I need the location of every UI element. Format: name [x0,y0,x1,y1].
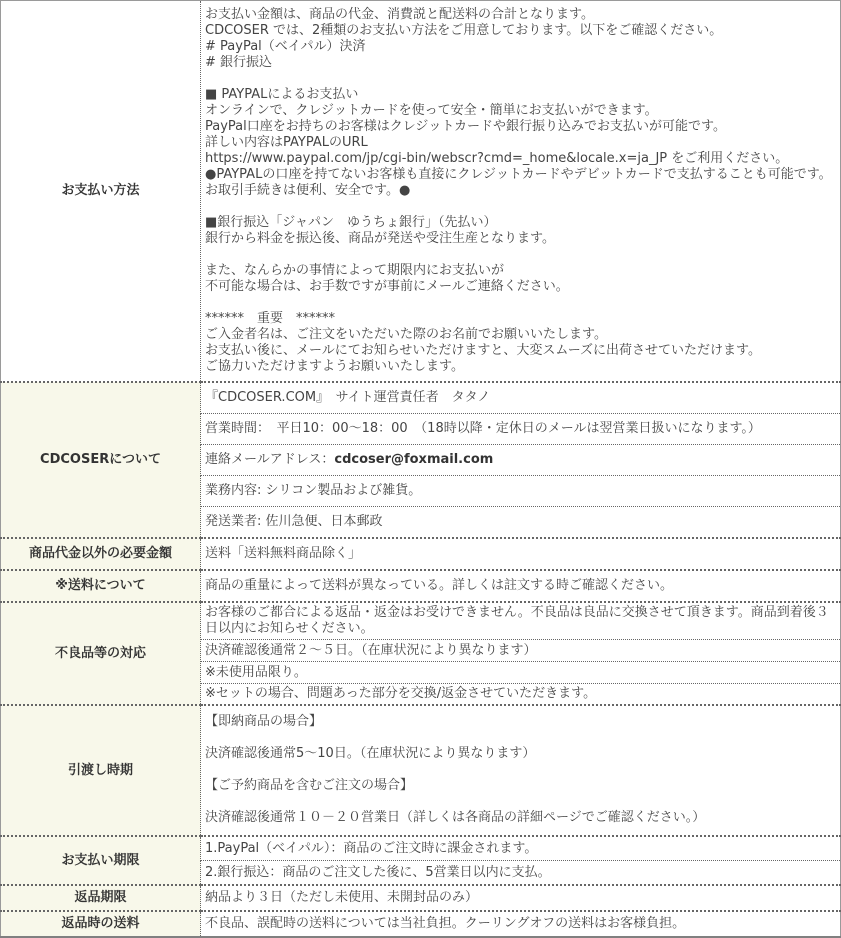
text-line: オンラインで、クレジットカードを使って安全・簡単にお支払いができます。 [205,103,658,118]
return-shipping-cell: 不良品、誤配時の送料については当社負担。クーリングオフの送料はお客様負担。 [201,911,841,937]
return-deadline-cell: 納品より３日（ただし未使用、未開封品のみ） [201,885,841,911]
row-header-return-deadline: 返品期限 [1,885,201,911]
text-line [205,295,836,311]
text-line: 決済確認後通常１０－２０営業日（詳しくは各商品の詳細ページでご確認ください。） [205,810,706,825]
text-line: また、なんらかの事情によって期限内にお支払いが [205,263,505,278]
important-notice-marker: ****** 重要 ****** [205,311,336,326]
defective-set-cell: ※セットの場合、問題あった部分を交換/返金させていただきます。 [201,684,841,706]
text-line: お支払い後に、メールにてお知らせいただけますと、大変スムーズに出荷させていただけます。 [205,343,762,358]
text-line [205,247,836,263]
paypal-url-text: https://www.paypal.com/jp/cgi-bin/webscr?cmd=_home&locale.x=ja_JP をご利用ください。 [205,151,789,166]
text-line: CDCOSER では、2種類のお支払い方法をご用意しております。以下をご確認ください。 [205,23,723,38]
contact-email-label: 連絡メールアドレス： [205,452,335,467]
text-line: 【ご予約商品を含むご注文の場合】 [205,778,414,793]
contact-email-address: cdcoser@foxmail.com [334,452,494,467]
row-header-return-shipping: 返品時の送料 [1,911,201,937]
defective-processing-cell: 決済確認後通常２～５日。（在庫状況により異なります） [201,640,841,662]
text-line: PayPal口座をお持ちのお客様はクレジットカードや銀行振り込みでお支払いが可能です。 [205,119,726,134]
row-header-defective-items: 不良品等の対応 [1,602,201,705]
extra-fees-cell: 送料「送料無料商品除く」 [201,538,841,570]
text-line: お取引手続きは便利、安全です。● [205,183,411,198]
text-line [205,71,836,87]
row-header-delivery-time: 引渡し時期 [1,705,201,836]
row-header-shipping-note: ※送料について [1,570,201,602]
defective-unused-cell: ※未使用品限り。 [201,662,841,684]
defective-policy-cell: お客様のご都合による返品・返金はお受けできません。不良品は良品に交換させて頂きます。商品到着後３日以内にお知らせください。 [201,602,841,640]
text-line [205,762,836,778]
text-line: ●PAYPALの口座を持てないお客様も直接にクレジットカードやデビットカードで支払することも可能です。 [205,167,832,182]
row-header-payment-method: お支払い方法 [1,1,201,383]
text-line: 銀行から料金を振込後、商品が発送や受注生産となります。 [205,231,555,246]
text-line: ご入金者名は、ご注文をいただいた際のお名前でお願いいたします。 [205,327,607,342]
payment-method-cell [201,1,841,383]
text-line: 決済確認後通常5～10日。（在庫状況により異なります） [205,746,536,761]
row-header-payment-deadline: お支払い期限 [1,836,201,885]
text-line: ■銀行振込「ジャパン ゆうちょ銀行」（先払い） [205,215,497,230]
row-header-extra-fees: 商品代金以外の必要金額 [1,538,201,570]
text-line: # PayPal（ベイパル）決済 [205,39,366,54]
shipping-note-cell: 商品の重量によって送料が異なっている。詳しくは註文する時ご確認ください。 [201,570,841,602]
about-site-owner-cell: 『CDCOSER.COM』 サイト運営責任者 タタノ [201,382,841,414]
about-hours-cell: 営業時間： 平日10：00～18：00 （18時以降・定休日のメールは翌営業日扱いになります。） [201,414,841,445]
text-line: 不可能な場合は、お手数ですが事前にメールご連絡ください。 [205,279,569,294]
text-line [205,794,836,810]
text-line [205,730,836,746]
text-line: 【即納商品の場合】 [205,714,323,729]
delivery-time-cell [201,705,841,836]
about-shipper-cell: 発送業者: 佐川急便、日本郵政 [201,507,841,539]
text-line [205,199,836,215]
text-line: ■ PAYPALによるお支払い [205,87,359,102]
about-contact-cell [201,445,841,476]
text-line: 詳しい内容はPAYPALのURL [205,135,368,150]
text-line: # 銀行振込 [205,55,273,70]
text-line: ご協力いただけますようお願いいたします。 [205,359,464,374]
payment-deadline-bank-cell: 2.銀行振込：商品のご注文した後に、5営業日以内に支払。 [201,861,841,886]
payment-deadline-paypal-cell: 1.PayPal（ベイパル）：商品のご注文時に課金されます。 [201,836,841,861]
row-header-about: CDCOSERについて [1,382,201,538]
about-business-cell: 業務内容: シリコン製品および雑貨。 [201,476,841,507]
text-line: お支払い金額は、商品の代金、消費説と配送料の合計となります。 [205,7,594,22]
